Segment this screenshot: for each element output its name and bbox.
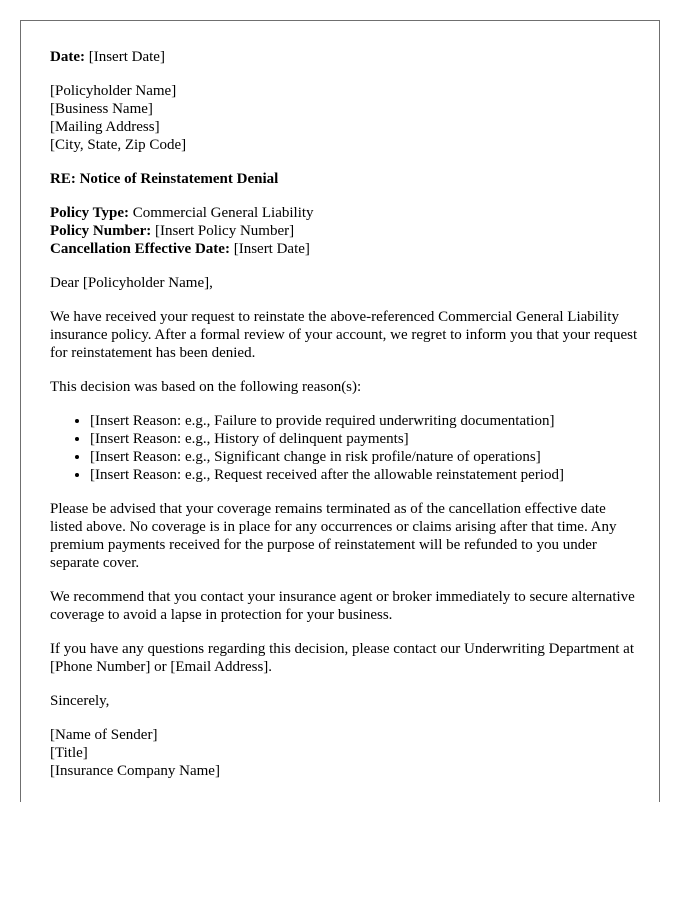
letter-body bbox=[50, 48, 640, 796]
company-name: [Insurance Company Name] bbox=[50, 763, 220, 779]
policy-number-line bbox=[50, 222, 640, 240]
signature-block bbox=[50, 726, 640, 780]
sender-name: [Name of Sender] bbox=[50, 727, 158, 743]
reason-item: • [Insert Reason: e.g., Failure to provide required underwriting documentation] bbox=[90, 412, 640, 430]
reason-item: • [Insert Reason: e.g., History of delinquent payments] bbox=[90, 430, 640, 448]
recipient-mailing-address: [Mailing Address] bbox=[50, 119, 160, 135]
date-line bbox=[50, 48, 640, 66]
date-value: [Insert Date] bbox=[84, 49, 165, 65]
policy-number-label: Policy Number: bbox=[50, 223, 152, 239]
paragraph-coverage-terminated: Please be advised that your coverage remains terminated as of the cancellation effective date listed above. No coverage is in place for any occurrences or claims arising after that time. Any premium payments received for the purpose of reinstatement will be refunded to you under separate cover. bbox=[50, 501, 617, 571]
recipient-address bbox=[50, 82, 640, 154]
recipient-city-state-zip: [City, State, Zip Code] bbox=[50, 137, 187, 153]
policy-type-label: Policy Type: bbox=[50, 205, 130, 221]
salutation: Dear [Policyholder Name], bbox=[50, 275, 213, 291]
sender-title: [Title] bbox=[50, 745, 88, 761]
date-label: Date: bbox=[50, 49, 85, 65]
policy-type-line bbox=[50, 204, 640, 222]
cancellation-date-value: [Insert Date] bbox=[229, 241, 310, 257]
paragraph-request-denied: We have received your request to reinstate the above-referenced Commercial General Liability insurance policy. After a formal review of your account, we regret to inform you that your request for reinstatement has been denied. bbox=[50, 309, 638, 361]
reason-item: • [Insert Reason: e.g., Significant change in risk profile/nature of operations] bbox=[90, 448, 640, 466]
closing: Sincerely, bbox=[50, 693, 110, 709]
reason-item: • [Insert Reason: e.g., Request received after the allowable reinstatement period] bbox=[90, 466, 640, 484]
recipient-policyholder-name: [Policyholder Name] bbox=[50, 83, 177, 99]
policy-details bbox=[50, 204, 640, 258]
paragraph-recommendation: We recommend that you contact your insurance agent or broker immediately to secure alternative coverage to avoid a lapse in protection for your business. bbox=[50, 589, 635, 623]
reasons-list bbox=[50, 412, 640, 484]
cancellation-date-line bbox=[50, 240, 640, 258]
subject-line: RE: Notice of Reinstatement Denial bbox=[50, 171, 279, 187]
policy-number-value: [Insert Policy Number] bbox=[151, 223, 295, 239]
cancellation-date-label: Cancellation Effective Date: bbox=[50, 241, 230, 257]
paragraph-contact: If you have any questions regarding this decision, please contact our Underwriting Department at [Phone Number] or [Email Address]. bbox=[50, 641, 634, 675]
policy-type-value: Commercial General Liability bbox=[129, 205, 314, 221]
letter-page bbox=[20, 20, 660, 802]
reasons-intro: This decision was based on the following reason(s): bbox=[50, 379, 362, 395]
recipient-business-name: [Business Name] bbox=[50, 101, 153, 117]
